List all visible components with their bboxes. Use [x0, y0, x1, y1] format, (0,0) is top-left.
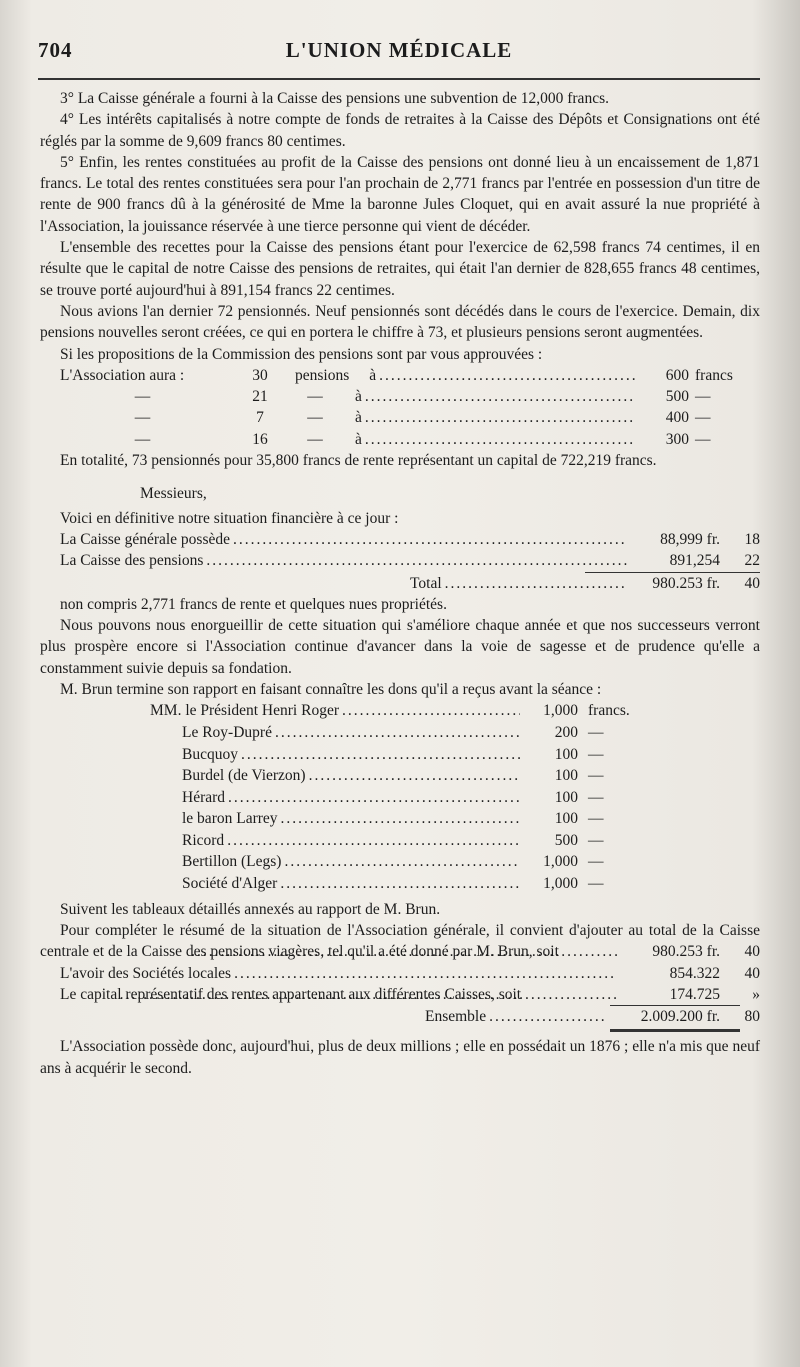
pensions-value: 600 — [665, 366, 689, 384]
donations-list — [150, 700, 650, 894]
ditto-mark: — — [134, 430, 151, 448]
donation-unit: — — [588, 831, 604, 849]
pensions-row — [40, 407, 760, 428]
donation-value: 100 — [554, 788, 578, 806]
situation-label: La Caisse générale possède — [60, 530, 231, 548]
donor-name: Ricord — [182, 831, 225, 849]
donation-value: 1,000 — [543, 875, 578, 893]
leader-dots — [489, 1006, 607, 1027]
total-value: 980.253 fr. — [652, 574, 720, 592]
donor-name: MM. le Président Henri Roger — [150, 702, 339, 720]
paragraph-17-text: Le capital représentatif des rentes appartenant aux différentes Caisses, soit — [60, 985, 522, 1003]
donor-name: Burdel (de Vierzon) — [182, 767, 306, 785]
donation-row — [150, 851, 650, 873]
pensions-unit: — — [695, 430, 711, 448]
ditto-mark: — — [134, 409, 151, 427]
donation-unit: francs. — [588, 702, 630, 720]
ditto-mark: — — [134, 388, 151, 406]
donation-unit: — — [588, 853, 604, 871]
total-cents: 40 — [744, 574, 760, 592]
final-value: 174.725 — [669, 985, 720, 1003]
final-cents: 40 — [744, 943, 760, 961]
leader-dots — [241, 744, 520, 765]
pensions-word: — — [307, 430, 323, 448]
leader-dots — [228, 787, 520, 808]
final-row — [40, 963, 760, 984]
leader-dots — [281, 808, 520, 829]
donation-row — [150, 765, 650, 787]
paragraph-18: L'Association possède donc, aujourd'hui, plus de deux millions ; elle en possédait un 1876 ; elle n'a mis que neuf ans à acquérir le second. — [40, 1038, 760, 1077]
donation-value: 100 — [554, 745, 578, 763]
ensemble-double-rule — [610, 1029, 740, 1032]
donation-value: 500 — [554, 831, 578, 849]
paragraph-11: non compris 2,771 francs de rente et quelques nues propriétés. — [60, 595, 447, 613]
donation-value: 100 — [554, 767, 578, 785]
paragraph-8: Si les propositions de la Commission des pensions sont par vous approuvées : — [60, 345, 543, 363]
paragraph-15-text: Pour compléter le résumé de la situation de l'Association générale, il convient d'ajouter au total de la Caisse centrale et de la Caisse des pensions viagères, tel qu'il a été donné par M. Brun, soit — [40, 921, 760, 961]
donation-value: 100 — [554, 810, 578, 828]
pensions-word: — — [307, 388, 323, 406]
leader-dots — [379, 365, 636, 386]
leader-dots — [365, 407, 636, 428]
donation-value: 200 — [554, 723, 578, 741]
donation-row — [150, 808, 650, 830]
donation-row — [150, 744, 650, 766]
final-cents: 40 — [744, 964, 760, 982]
pensions-count: 16 — [252, 430, 268, 448]
leader-dots — [309, 765, 520, 786]
final-row — [40, 984, 760, 1005]
pensions-word: pensions — [295, 366, 350, 384]
leader-dots — [280, 873, 520, 894]
situation-table — [40, 529, 760, 594]
situation-cents: 22 — [744, 552, 760, 570]
pensions-count: 30 — [252, 366, 268, 384]
pensions-row — [40, 429, 760, 450]
leader-dots — [233, 529, 627, 550]
pensions-table — [40, 365, 760, 450]
pensions-intro: L'Association aura : — [60, 366, 185, 384]
page-number: 704 — [38, 38, 73, 62]
leader-dots — [284, 851, 520, 872]
pensions-a: à — [355, 388, 362, 406]
final-label: L'avoir des Sociétés locales — [60, 964, 232, 982]
pensions-word: — — [307, 409, 323, 427]
pensions-a: à — [355, 409, 362, 427]
pensions-unit: francs — [695, 366, 733, 384]
page-header — [38, 38, 760, 68]
final-value: 980.253 fr. — [652, 943, 720, 961]
pensions-a: à — [355, 430, 362, 448]
ensemble-cents: 80 — [744, 1008, 760, 1026]
ensemble-label: Ensemble — [425, 1008, 487, 1026]
leader-dots — [120, 984, 617, 1005]
pensions-a: à — [369, 366, 377, 384]
paragraph-13: M. Brun termine son rapport en faisant connaître les dons qu'il a reçus avant la séance : — [60, 681, 602, 699]
final-summary — [40, 920, 760, 1079]
pensions-count: 21 — [252, 388, 268, 406]
donation-unit: — — [588, 875, 604, 893]
ensemble-row — [40, 1006, 760, 1027]
leader-dots — [445, 573, 627, 594]
donor-name: le baron Larrey — [182, 810, 278, 828]
situation-row — [40, 529, 760, 550]
donor-name: Hérard — [182, 788, 226, 806]
situation-value: 891,254 — [669, 552, 720, 570]
donation-value: 1,000 — [543, 853, 578, 871]
journal-title: L'UNION MÉDICALE — [285, 38, 513, 62]
donation-unit: — — [588, 767, 604, 785]
donation-unit: — — [588, 745, 604, 763]
donation-row — [150, 830, 650, 852]
situation-value: 88,999 fr. — [660, 530, 720, 548]
situation-total-row — [40, 573, 760, 594]
paragraph-3: 3° La Caisse générale a fourni à la Caisse des pensions une subvention de 12,000 francs. — [60, 90, 609, 107]
donation-unit: — — [588, 810, 604, 828]
leader-dots — [206, 550, 627, 571]
total-label: Total — [410, 574, 442, 592]
header-rule — [38, 78, 760, 80]
pensions-value: 300 — [665, 430, 689, 448]
pensions-unit: — — [695, 409, 711, 427]
pensions-count: 7 — [256, 409, 264, 427]
leader-dots — [365, 429, 636, 450]
leader-dots — [275, 722, 520, 743]
paragraph-9: En totalité, 73 pensionnés pour 35,800 francs de rente représentant un capital de 722,219 francs. — [60, 452, 657, 470]
paragraph-7: Nous avions l'an dernier 72 pensionnés. Neuf pensionnés sont décédés dans le cours de l'exercice. Demain, dix pensions nouvelles seront créées, ce qui en portera le chiffre à 73, et plusieurs pensions seront augmentées. — [40, 302, 760, 342]
paragraph-4: 4° Les intérêts capitalisés à notre compte de fonds de retraites à la Caisse des Dépôts et Consignations ont été réglés par la somme de 9,609 francs 80 centimes. — [40, 111, 760, 150]
pensions-row — [40, 365, 760, 386]
salutation: Messieurs, — [140, 485, 207, 503]
donation-unit: — — [588, 788, 604, 806]
donor-name: Le Roy-Dupré — [182, 723, 272, 741]
situation-label: La Caisse des pensions — [60, 552, 204, 570]
pensions-value: 500 — [665, 388, 689, 406]
paragraph-14: Suivent les tableaux détaillés annexés au rapport de M. Brun. — [60, 900, 441, 918]
pensions-unit: — — [695, 388, 711, 406]
leader-dots — [365, 386, 636, 407]
paragraph-10: Voici en définitive notre situation financière à ce jour : — [60, 509, 399, 527]
donation-row — [150, 873, 650, 895]
situation-row — [40, 550, 760, 571]
donation-unit: — — [588, 723, 604, 741]
situation-cents: 18 — [744, 530, 760, 548]
article-body — [40, 88, 760, 1079]
final-value: 854.322 — [669, 964, 720, 982]
paragraph-12: Nous pouvons nous enorgueillir de cette situation qui s'améliore chaque année et que nos successeurs verront plus prospère encore si l'Association continue d'avancer dans la voie de sagesse et de prudence qu'elle a constamment suivie depuis sa fondation. — [40, 617, 760, 677]
donation-row — [150, 700, 650, 722]
paragraph-6: L'ensemble des recettes pour la Caisse des pensions étant pour l'exercice de 62,598 francs 74 centimes, il en résulte que le capital de notre Caisse des pensions de retraites, qui était l'an dernier de 828,655 francs 48 centimes, se trouve porté aujourd'hui à 891,154 francs 22 centimes. — [40, 239, 760, 299]
paragraph-5: 5° Enfin, les rentes constituées au profit de la Caisse des pensions ont donné lieu à un encaissement de 1,871 francs. Le total des rentes constituées sera pour l'an prochain de 2,771 francs par l'entrée en possession d'un titre de rente de 900 francs dû à la générosité de Mme la baronne Jules Cloquet, qui en avait assuré la nue propriété à l'Association, la jouissance réservée à une tierce personne qui vient de décéder. — [40, 153, 760, 235]
final-cents: » — [752, 985, 760, 1003]
donor-name: Bucquoy — [182, 745, 238, 763]
donation-value: 1,000 — [543, 702, 578, 720]
pensions-value: 400 — [665, 409, 689, 427]
ensemble-value: 2.009.200 fr. — [640, 1008, 720, 1026]
leader-dots — [234, 963, 617, 984]
leader-dots — [191, 941, 617, 962]
pensions-row — [40, 386, 760, 407]
donation-row — [150, 787, 650, 809]
leader-dots — [227, 830, 520, 851]
donor-name: Société d'Alger — [182, 875, 278, 893]
donor-name: Bertillon (Legs) — [182, 853, 282, 871]
leader-dots — [342, 700, 520, 721]
donation-row — [150, 722, 650, 744]
